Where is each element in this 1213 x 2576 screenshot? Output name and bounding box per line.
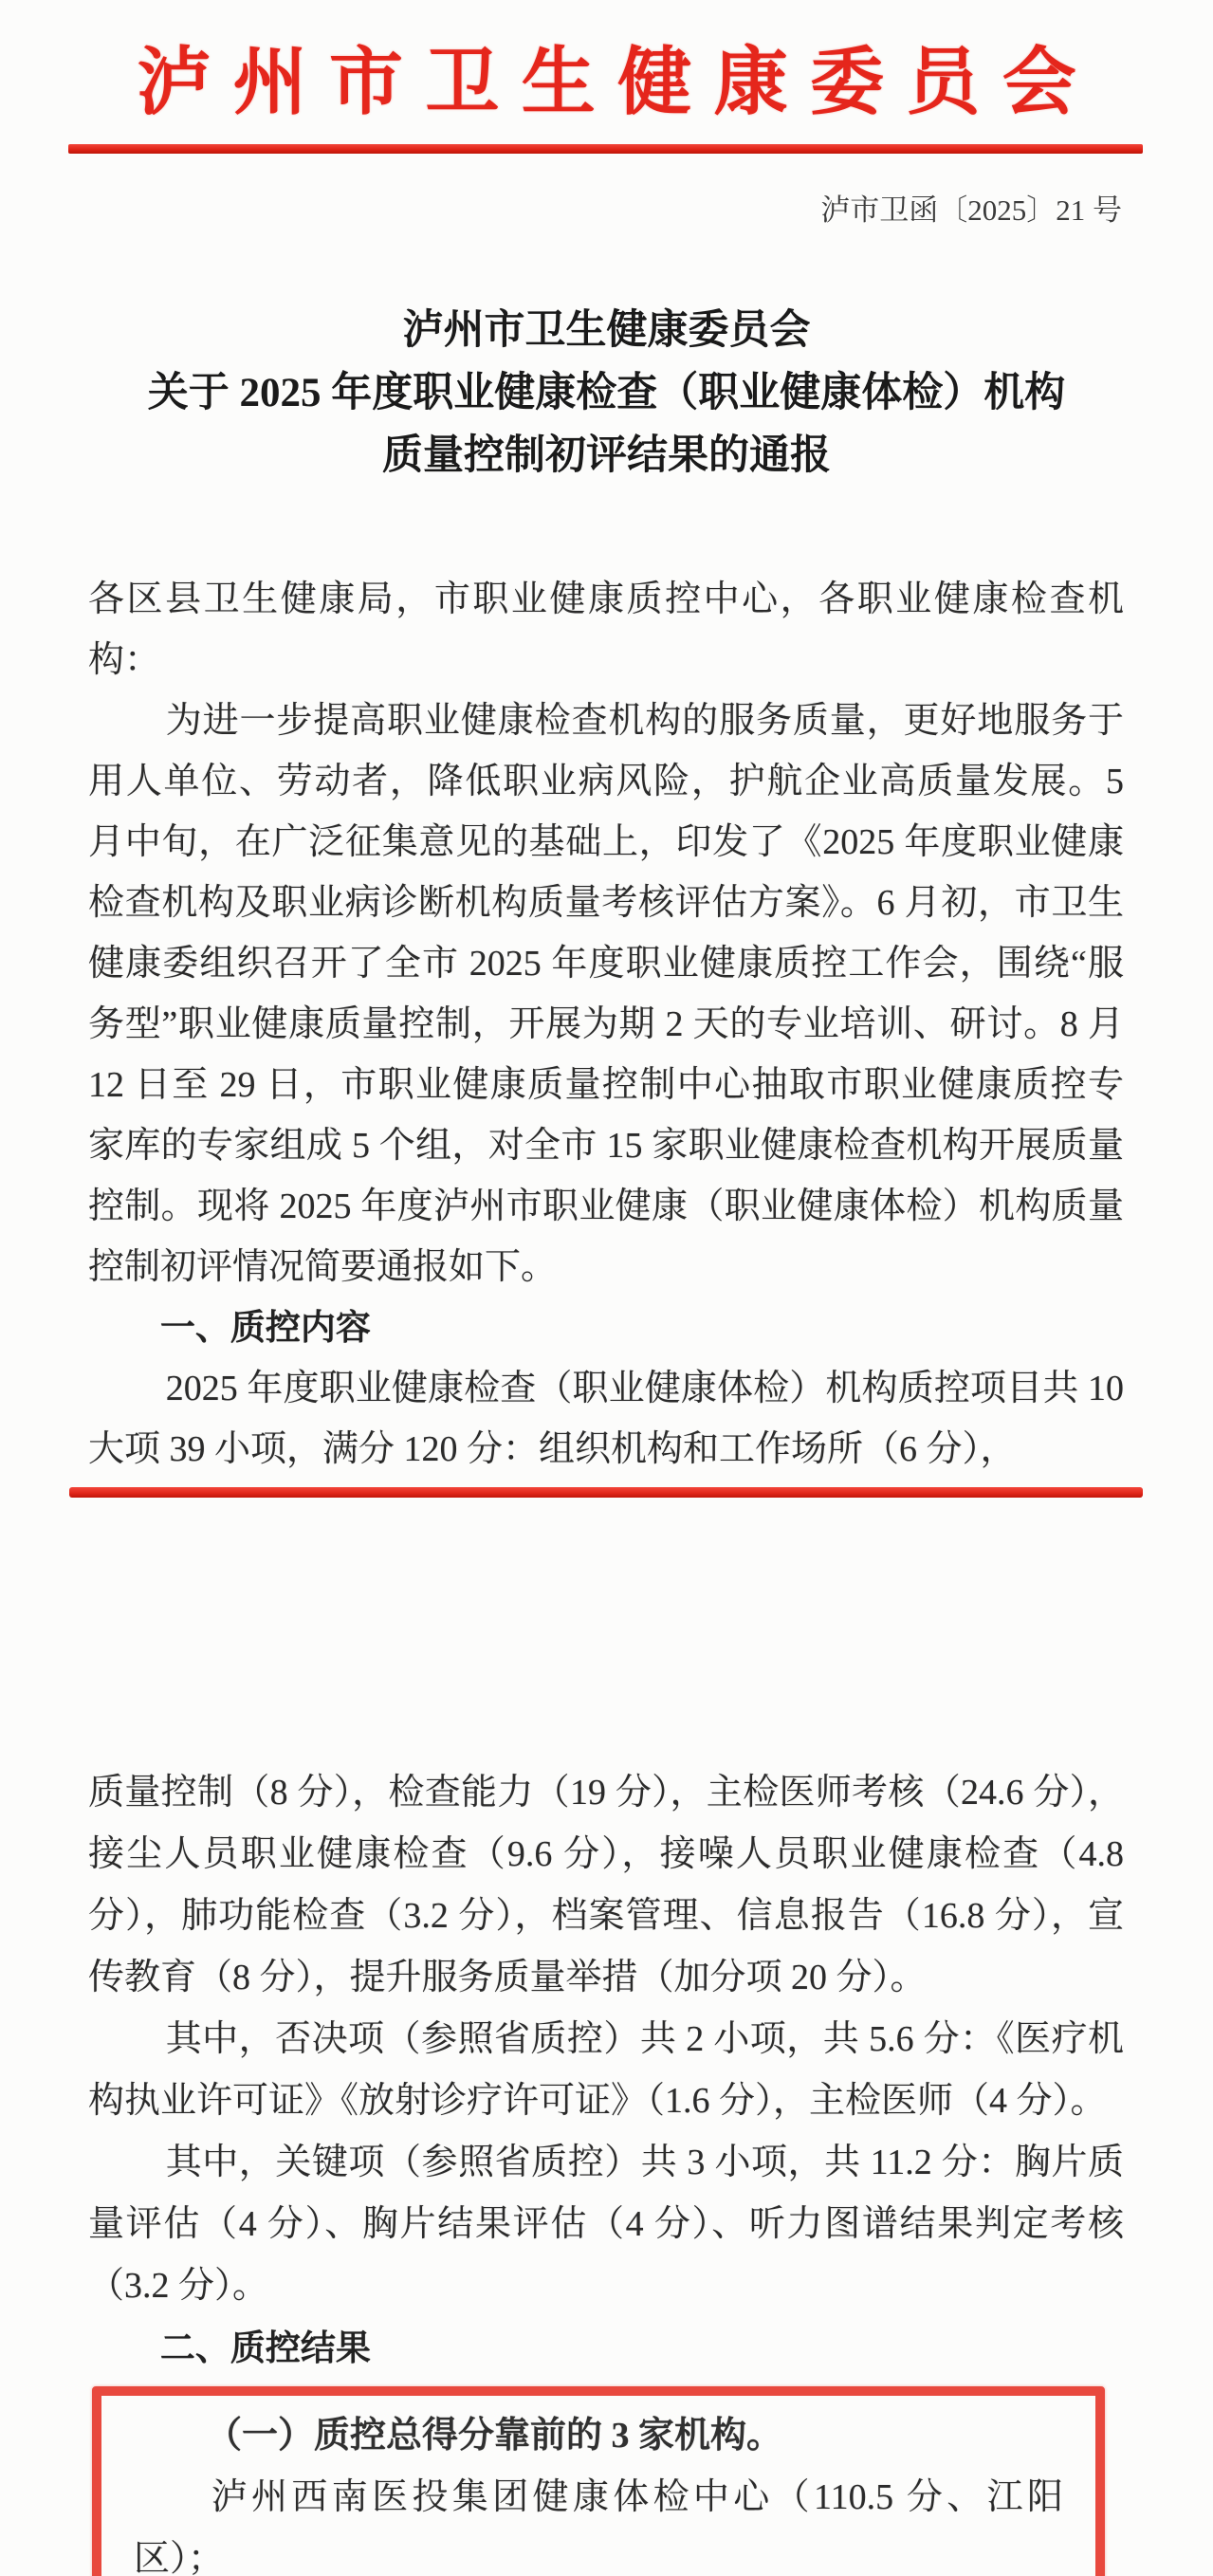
scoring-paragraph-part-2: 质量控制（8 分），检查能力（19 分），主检医师考核（24.6 分），接尘人员职业健康检查（9.6 分），接噪人员职业健康检查（4.8 分），肺功能检查（3.2 分），档案管理、信息报告（16.8 分），宣传教育（8 分），提升服务质量举措（加分项 20 分）。: [88, 1773, 1124, 1997]
title-line-3: 质量控制初评结果的通报: [382, 433, 831, 478]
body-page-2: [88, 1762, 1124, 2576]
masthead-rule: [68, 144, 1143, 154]
highlight-annotation-box: [92, 2386, 1105, 2576]
section-2-heading: 二、质控结果: [159, 2328, 371, 2367]
salutation-line: 各区县卫生健康局，市职业健康质控中心，各职业健康检查机构：: [88, 580, 1124, 680]
title-line-1: 泸州市卫生健康委员会: [402, 308, 811, 353]
document-title: [47, 300, 1166, 488]
key-items-paragraph: 其中，关键项（参照省质控）共 3 小项，共 11.2 分：胸片质量评估（4 分）、胸片结果评估（4 分）、听力图谱结果判定考核（3.2 分）。: [88, 2143, 1124, 2306]
title-line-2: 关于 2025 年度职业健康检查（职业健康体检）机构: [147, 371, 1066, 415]
section-1-heading: 一、质控内容: [159, 1308, 371, 1347]
scoring-paragraph-part-1: 2025 年度职业健康检查（职业健康体检）机构质控项目共 10 大项 39 小项，满分 120 分：组织机构和工作场所（6 分），: [88, 1369, 1124, 1469]
page-separator-rule: [69, 1487, 1143, 1498]
top-institution-line: 泸州西南医投集团健康体检中心（110.5 分、江阳区）；: [134, 2477, 1063, 2576]
body-page-1: [88, 569, 1124, 1480]
masthead-title: 泸州市卫生健康委员会: [137, 41, 1099, 123]
veto-items-paragraph: 其中，否决项（参照省质控）共 2 小项，共 5.6 分：《医疗机构执业许可证》《放射诊疗许可证》（1.6 分），主检医师（4 分）。: [88, 2019, 1124, 2121]
intro-paragraph: 为进一步提高职业健康检查机构的服务质量，更好地服务于用人单位、劳动者，降低职业病风险，护航企业高质量发展。5 月中旬，在广泛征集意见的基础上，印发了《2025 年度职业健康检查机构及职业病诊断机构质量考核评估方案》。6 月初，市卫生健康委组织召开了全市 2025 年度职业健康质控工作会，围绕“服务型”职业健康质量控制，开展为期 2 天的专业培训、研讨。8 月 12 日至 29 日，市职业健康质量控制中心抽取市职业健康质控专家库的专家组成 5 个组，对全市 15 家职业健康检查机构开展质量控制。现将 2025 年度泸州市职业健康（职业健康体检）机构质量控制初评情况简要通报如下。: [88, 701, 1124, 1287]
document-number: 泸市卫函〔2025〕21 号: [820, 193, 1122, 227]
highlight-subheading: （一）质控总得分靠前的 3 家机构。: [206, 2416, 783, 2456]
